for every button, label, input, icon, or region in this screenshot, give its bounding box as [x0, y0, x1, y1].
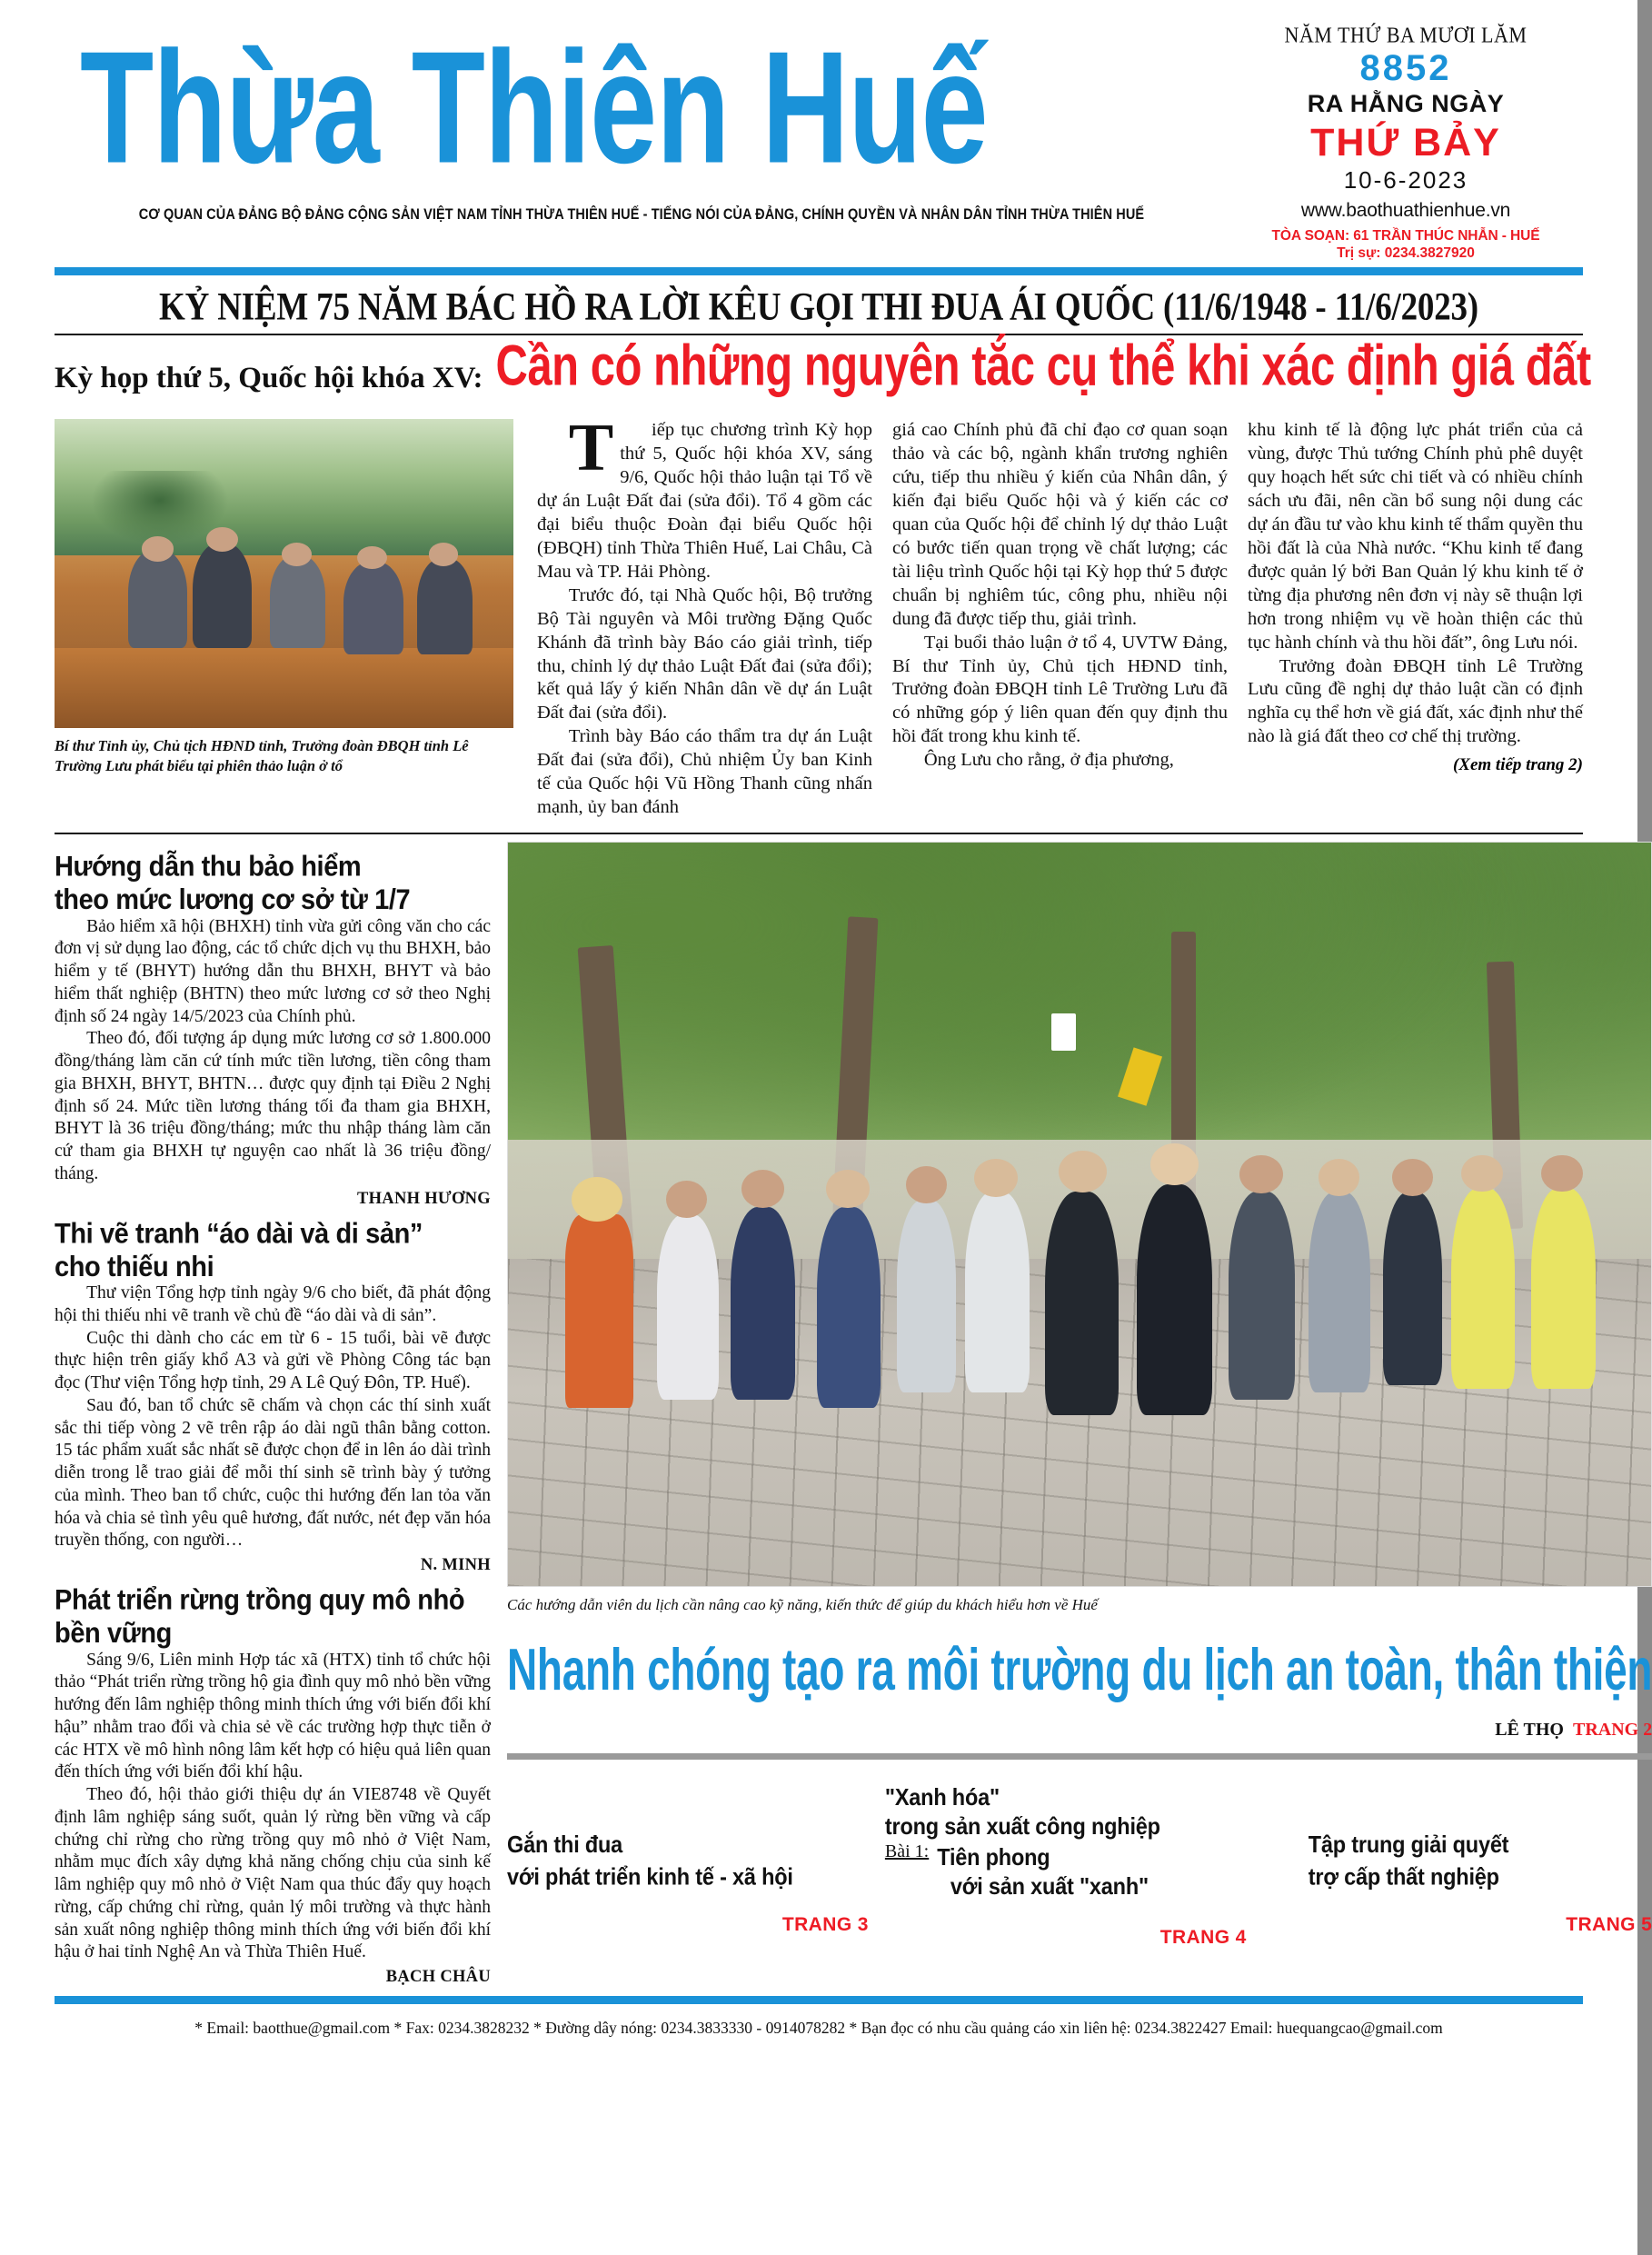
teaser-page-ref[interactable]: TRANG 3 — [781, 1913, 869, 1935]
masthead-subtitle: CƠ QUAN CỦA ĐẢNG BỘ ĐẢNG CỘNG SẢN VIỆT NAM TỈNH THỪA THIÊN HUẾ - TIẾNG NÓI CỦA ĐẢNG, CHÍNH QUYỀN VÀ NHÂN DÂN TỈNH THỪA THIÊN HUẾ — [138, 206, 1145, 224]
office-phone: Trị sự: 0234.3827920 — [1337, 245, 1475, 262]
article-paragraph: Thư viện Tổng hợp tỉnh ngày 9/6 cho biết, đã phát động hội thi thiếu nhi vẽ tranh về chủ đề “áo dài và di sản”. — [55, 1283, 491, 1325]
article-headline[interactable]: Phát triển rừng trồng quy mô nhỏ bền vững — [55, 1584, 465, 1650]
article-byline: N. MINH — [420, 1556, 491, 1575]
lead-paragraph: Trình bày Báo cáo thẩm tra dự án Luật Đất đai (sửa đổi), Chủ nhiệm Ủy ban Kinh tế của Quốc hội Vũ Hồng Thanh cũng nhấn mạnh, ủy ban đánh — [537, 726, 872, 818]
lead-paragraph: Tại buổi thảo luận ở tổ 4, UVTW Đảng, Bí thư Tỉnh ủy, Chủ tịch HĐND tỉnh, Trưởng đoàn ĐBQH tỉnh Lê Trường Lưu đã có những góp ý liên quan đến quy định thu hồi đất trong khu kinh tế. — [892, 632, 1228, 747]
teaser-title-line3[interactable]: Tiên phong — [937, 1843, 1050, 1871]
teaser-divider — [507, 1753, 1652, 1760]
lead-photo-caption: Bí thư Tỉnh ủy, Chủ tịch HĐND tỉnh, Trưởng đoàn ĐBQH tỉnh Lê Trường Lưu phát biểu tại phiên thảo luận ở tổ — [55, 737, 469, 775]
feature-page-ref[interactable]: TRANG 2 — [1573, 1719, 1652, 1740]
lead-column-2 — [892, 419, 1228, 820]
lead-photo — [55, 419, 513, 728]
feature-byline-row — [507, 1720, 1652, 1741]
article-paragraph: Bảo hiểm xã hội (BHXH) tỉnh vừa gửi công văn cho các đơn vị sử dụng lao động, các tổ chức dịch vụ thu BHXH, bảo hiểm y tế (BHYT) hướng dẫn thu BHXH, BHYT và bảo hiểm thất nghiệp (BHTN) theo mức lương cơ sở theo Nghị định số 24 ngày 14/5/2023 của Chính phủ. — [55, 916, 491, 1026]
article-paragraph: Theo đó, hội thảo giới thiệu dự án VIE8748 về Quyết định lâm nghiệp sáng suốt, quản lý rừng bền vững và cấp chứng chỉ rừng cho rừng trồng quy mô nhỏ ở Việt Nam, nhằm mục đích xây dựng khả năng chống chịu của sinh kế lâm nghiệp quy mô nhỏ ở Việt Nam qua thúc đẩy quy hoạch rừng, cấp chứng chỉ rừng, quản lý môi trường và thực hành sản xuất nông nghiệp thông minh thích ứng với biến đổi khí hậu ở hai tỉnh Nghệ An và Thừa Thiên Huế. — [55, 1785, 491, 1962]
feature-photo-caption: Các hướng dẫn viên du lịch cần nâng cao kỹ năng, kiến thức để giúp du khách hiểu hơn về Huế — [507, 1595, 1098, 1613]
article-rung-trong[interactable] — [55, 1584, 491, 1987]
lead-column-1 — [537, 411, 872, 820]
lead-paragraph: Tiếp tục chương trình Kỳ họp thứ 5, Quốc hội khóa XV, sáng 9/6, Quốc hội thảo luận tại Tổ về dự án Luật Đất đai (sửa đổi). Tổ 4 gồm các đại biểu thuộc Đoàn đại biểu Quốc hội (ĐBQH) tỉnh Thừa Thiên Huế, Lai Châu, Cà Mau và TP. Hải Phòng. — [537, 411, 872, 582]
teaser-title[interactable]: Gắn thi đua với phát triển kinh tế - xã hội — [507, 1831, 793, 1891]
weekday-label: THỨ BẢY — [1310, 121, 1501, 165]
teaser-title[interactable]: Tập trung giải quyết trợ cấp thất nghiệp — [1308, 1831, 1509, 1891]
lead-photo-column — [55, 419, 513, 820]
masthead-left — [55, 19, 1229, 224]
feature-byline: LÊ THỌ — [1495, 1719, 1564, 1740]
feature-photo — [507, 842, 1652, 1587]
article-body — [55, 916, 491, 1186]
article-byline: THANH HƯƠNG — [356, 1189, 491, 1208]
commemoration-banner: KỶ NIỆM 75 NĂM BÁC HỒ RA LỜI KÊU GỌI THI ĐUA ÁI QUỐC (11/6/1948 - 11/6/2023) — [159, 285, 1478, 330]
article-paragraph: Theo đó, đối tượng áp dụng mức lương cơ sở 1.800.000 đồng/tháng làm căn cứ tính mức tiền lương, tiền công tham gia BHXH, BHYT, BHTN… được quy định tại Điều 2 Nghị định số 24. Mức tiền lương tháng tối đa tham gia BHXH, BHYT là 36 triệu đồng/tháng; mức thu nhập tháng làm căn cứ tham gia BHXH tự nguyện cao nhất là 36 triệu đồng/ tháng. — [55, 1029, 491, 1183]
publication-date: 10-6-2023 — [1343, 166, 1468, 195]
teaser-title-line1[interactable]: "Xanh hóa" — [884, 1783, 1000, 1811]
article-headline[interactable]: Thi vẽ tranh “áo dài và di sản” cho thiếu nhi — [55, 1217, 423, 1282]
article-headline[interactable]: Hướng dẫn thu bảo hiểm theo mức lương cơ sở từ 1/7 — [55, 850, 411, 916]
article-paragraph: Cuộc thi dành cho các em từ 6 - 15 tuổi, bài vẽ được thực hiện trên giấy khổ A3 và gửi về Phòng Công tác bạn đọc (Thư viện Tổng hợp tỉnh, 29 A Lê Quý Đôn, TP. Huế). — [55, 1328, 491, 1393]
article-body — [55, 1282, 491, 1552]
lead-article — [0, 403, 1637, 820]
continued-link[interactable]: (Xem tiếp trang 2) — [1452, 755, 1583, 775]
article-byline: BẠCH CHÂU — [385, 1968, 491, 1987]
teaser-page-ref[interactable]: TRANG 5 — [1566, 1913, 1652, 1935]
publication-frequency: RA HẰNG NGÀY — [1307, 90, 1505, 117]
lead-paragraph: Ông Lưu cho rằng, ở địa phương, — [923, 750, 1174, 771]
masthead-right — [1229, 20, 1583, 262]
teaser-part-label: Bài 1: — [884, 1841, 930, 1861]
teaser-trang-5[interactable] — [1263, 1781, 1652, 1936]
footer-contact-line: * Email: baotthue@gmail.com * Fax: 0234.3828232 * Đường dây nóng: 0234.3833330 - 0914078282 * Bạn đọc có nhu cầu quảng cáo xin liên hệ: 0234.3822427 Email: huequangcao@gmail.com — [194, 2019, 1443, 2038]
article-paragraph: Sáng 9/6, Liên minh Hợp tác xã (HTX) tỉnh tổ chức hội thảo “Phát triển rừng trồng hộ gia đình quy mô nhỏ bền vững hướng đến lâm nghiệp thông minh thích ứng với biến đổi khí hậu” nhằm trao đổi và chia sẻ về các trường hợp thực tiễn ở các HTX về mô hình nông lâm kết hợp có hiệu quả liên quan đến thích ứng với biến đổi khí hậu. — [55, 1650, 491, 1782]
lower-section — [0, 834, 1652, 1987]
teaser-part-row — [885, 1841, 1263, 1871]
teaser-title-line4[interactable]: với sản xuất "xanh" — [950, 1872, 1149, 1900]
lead-text-columns — [537, 411, 1583, 820]
issue-number: 8852 — [1359, 48, 1452, 88]
masthead — [0, 0, 1637, 262]
lead-paragraph: Trưởng đoàn ĐBQH tỉnh Lê Trường Lưu cũng đề nghị dự thảo luật cần có định nghĩa cụ thể hơn về giá đất, xác định như thế nào là giá đất theo cơ chế thị trường. — [1248, 655, 1583, 747]
lead-column-3 — [1248, 419, 1583, 820]
lead-paragraph: khu kinh tế là động lực phát triển của cả vùng, được Thủ tướng Chính phủ phê duyệt quy hoạch hết sức chi tiết và có nhiều chính sách ưu đãi, nên cần bổ sung nội dung các dự án đầu tư vào khu kinh tế thẩm quyền thu hồi đất là của Nhà nước. “Khu kinh tế đang được quản lý bởi Ban Quản lý khu kinh tế ở từng địa phương nên đơn vị này sẽ thuận lợi hơn trong nhiệm vụ về hoàn thiện các thủ tục hành chính và thu hồi đất”, ông Lưu nói. — [1248, 420, 1583, 653]
article-body — [55, 1650, 491, 1965]
feature-headline[interactable]: Nhanh chóng tạo ra môi trường du lịch an toàn, thân thiện — [507, 1635, 1652, 1703]
article-paragraph: Sau đó, ban tổ chức sẽ chấm và chọn các thí sinh xuất sắc thi tiếp vòng 2 vẽ trên rập áo dài ngũ thân bằng cotton. 15 tác phẩm xuất sắc nhất sẽ được chọn để in lên áo dài trình diễn trong lễ trao giải để mỗi thí sinh sẽ trình bày ý tưởng của mình. Theo ban tổ chức, cuộc thi hướng đến lan tỏa văn hóa và chia sẻ tình yêu quê hương, đất nước, nét đẹp văn hóa truyền thống, con người… — [55, 1395, 491, 1551]
lead-paragraph: Trước đó, tại Nhà Quốc hội, Bộ trưởng Bộ Tài nguyên và Môi trường Đặng Quốc Khánh đã trình bày Báo cáo giải trình, tiếp thu, chỉnh lý dự thảo Luật Đất đai (sửa đổi); kết quả lấy ý kiến Nhân dân về dự án Luật Đất đai (sửa đổi). — [537, 584, 872, 723]
teaser-trang-4[interactable] — [885, 1781, 1263, 1949]
website-url[interactable]: www.baothuathienhue.vn — [1300, 200, 1511, 222]
volume-year: NĂM THỨ BA MƯƠI LĂM — [1284, 22, 1528, 48]
teaser-row — [507, 1772, 1652, 1949]
newspaper-title: Thừa Thiên Huế — [80, 19, 988, 197]
footer-divider-blue — [55, 1996, 1583, 2004]
teaser-page-ref[interactable]: TRANG 4 — [1159, 1926, 1247, 1948]
lead-paragraph: giá cao Chính phủ đã chỉ đạo cơ quan soạn thảo và các bộ, ngành khẩn trương nghiên cứu, tiếp thu nhiều ý kiến của Nhân dân, ý kiến đại biểu Quốc hội và ý kiến các cơ quan của Quốc hội để chỉnh lý dự thảo Luật có bước tiến quan trọng về chất lượng; các tài liệu trình Quốc hội tại Kỳ họp thứ 5 được chuẩn bị nghiêm túc, công phu, nhiều nội dung đã được tiếp thu, giải trình. — [892, 420, 1228, 629]
article-bao-hiem[interactable] — [55, 851, 491, 1209]
article-thi-ve-tranh[interactable] — [55, 1218, 491, 1576]
lead-kicker: Kỳ họp thứ 5, Quốc hội khóa XV: — [55, 362, 483, 395]
office-address: TÒA SOẠN: 61 TRẦN THÚC NHẪN - HUẾ — [1271, 228, 1540, 244]
teaser-title-line2[interactable]: trong sản xuất công nghiệp — [884, 1812, 1160, 1840]
left-news-column — [55, 842, 491, 1987]
lead-headline[interactable]: Cần có những nguyên tắc cụ thể khi xác định giá đất — [495, 334, 1591, 399]
feature-column — [507, 842, 1652, 1987]
teaser-trang-3[interactable] — [507, 1781, 885, 1936]
lead-headline-row — [0, 335, 1637, 403]
